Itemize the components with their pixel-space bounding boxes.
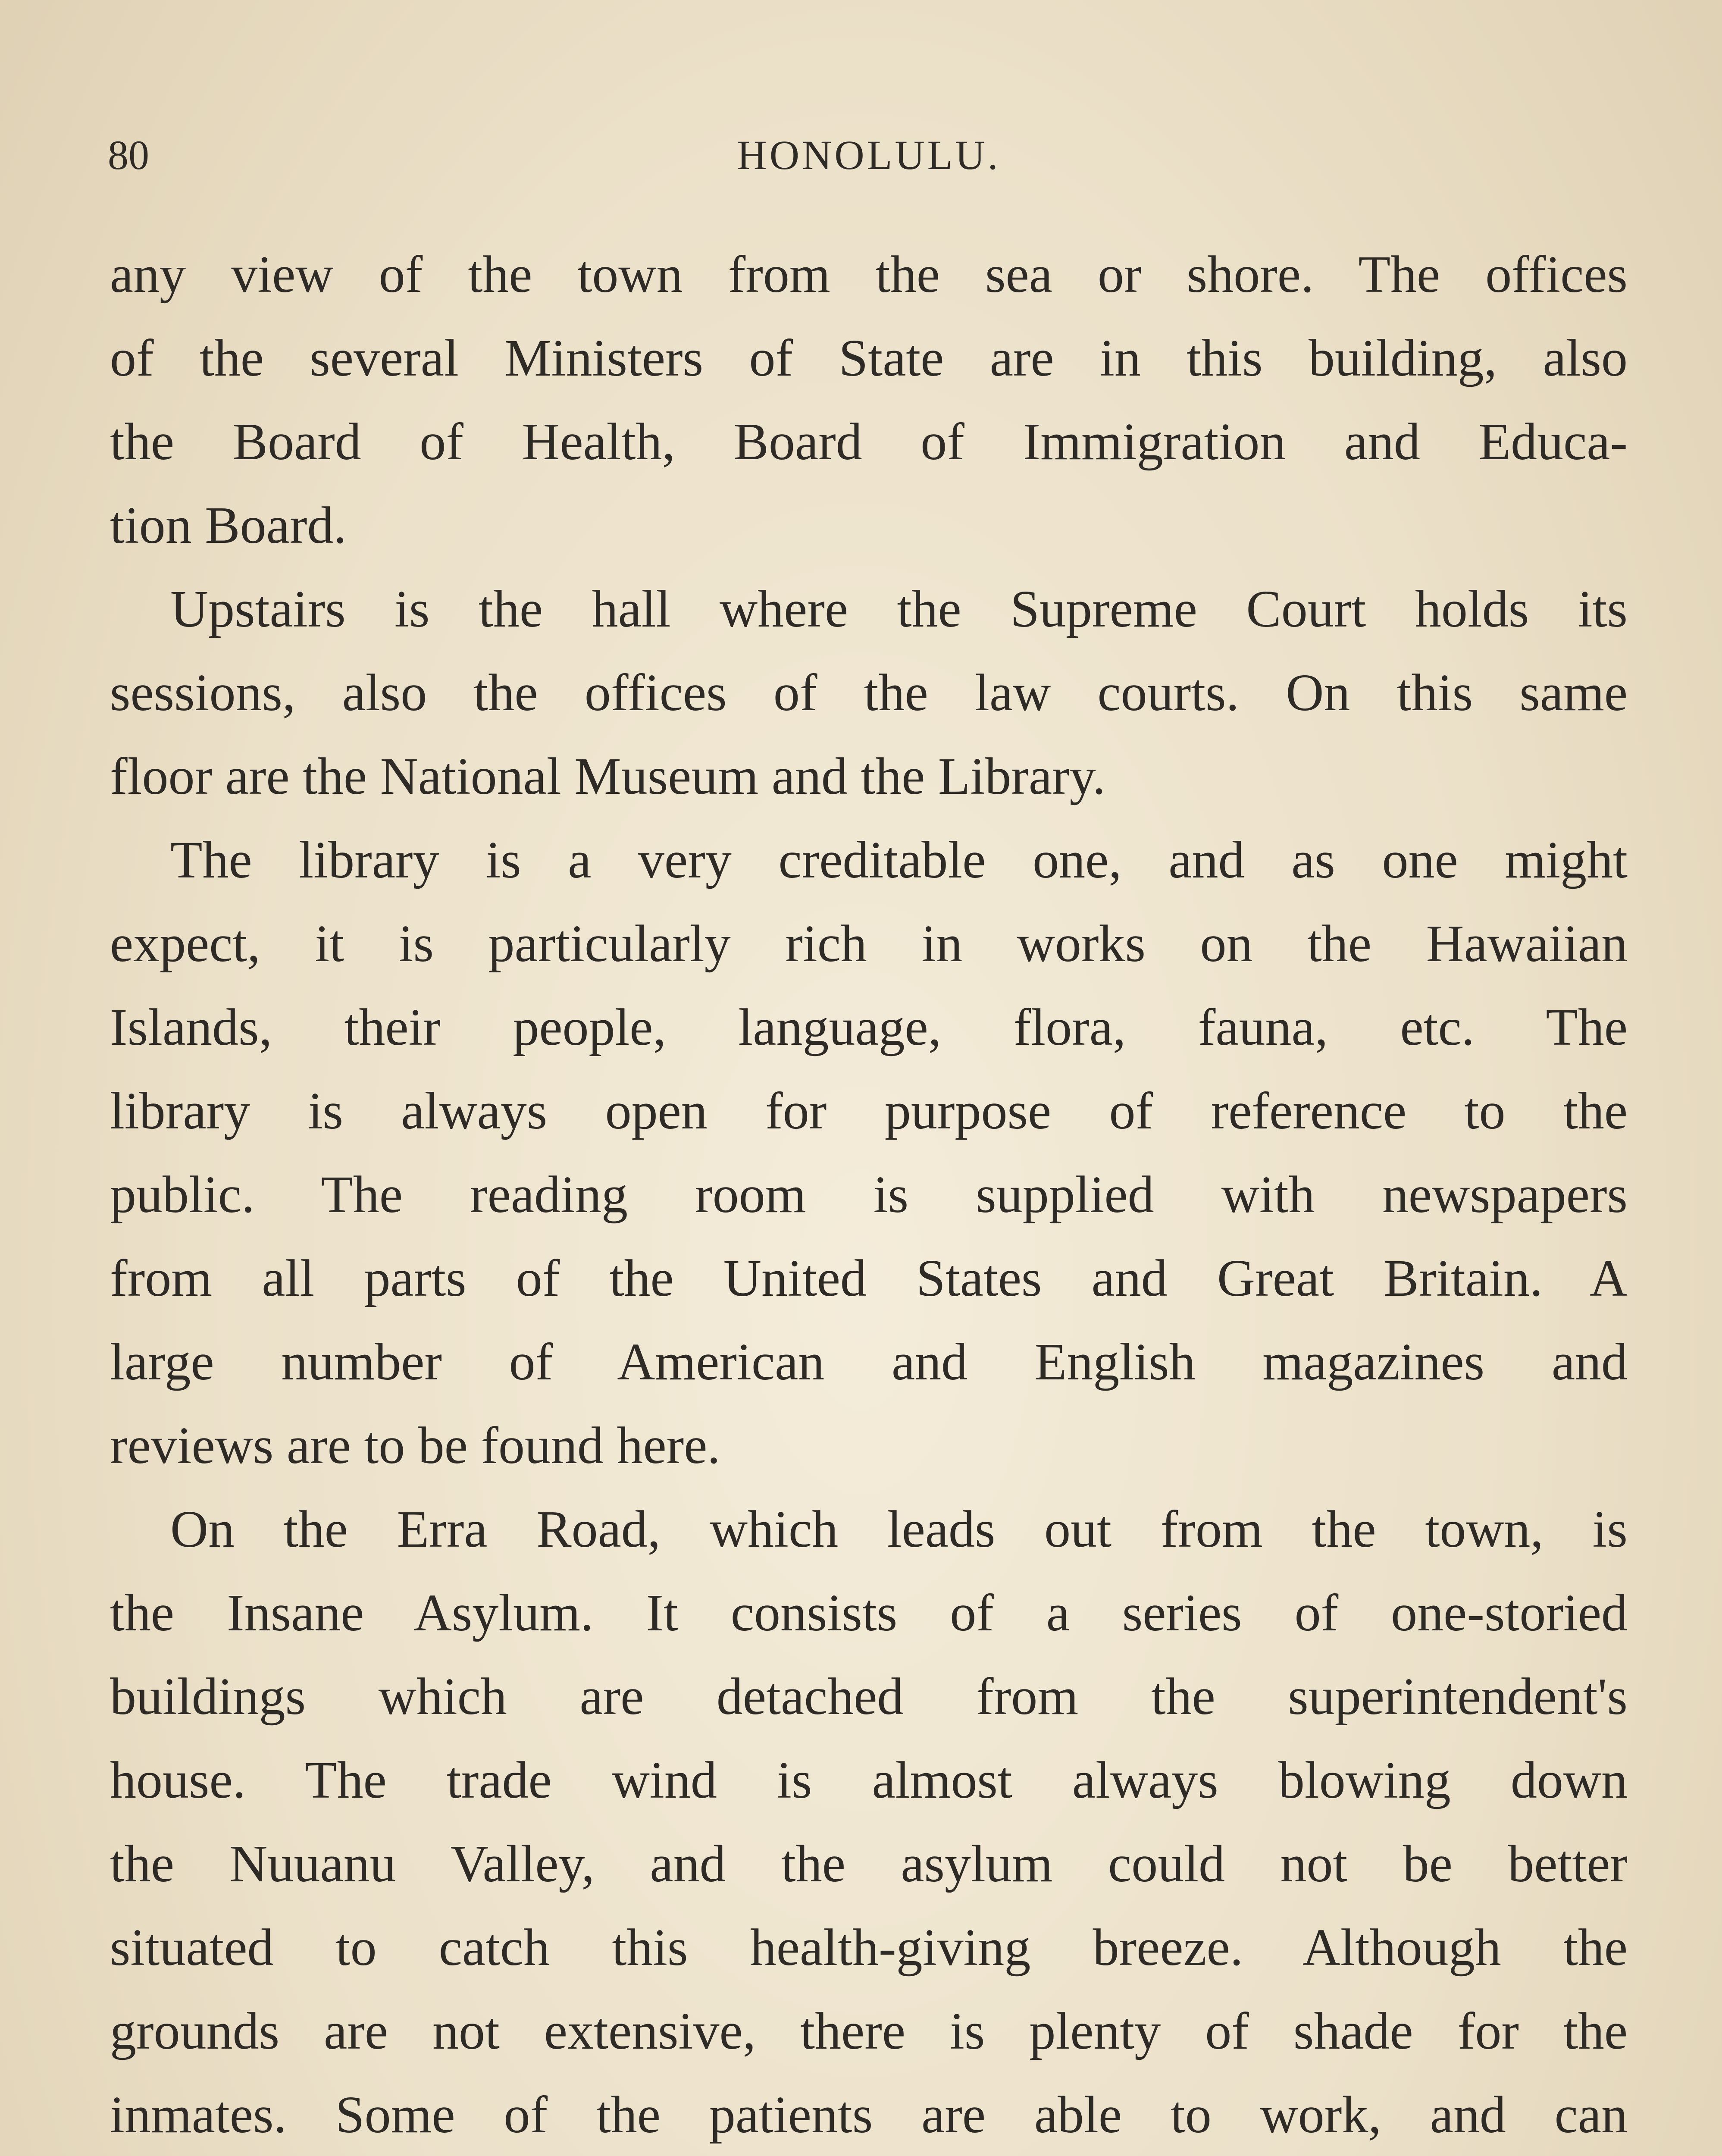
text-line: the Nuuanu Valley, and the asylum could not be better: [110, 1835, 1628, 1893]
text-line: large number of American and English magazines and: [110, 1333, 1628, 1391]
text-line: the Board of Health, Board of Immigration and Educa-: [110, 413, 1628, 471]
text-line: reviews are to be found here.: [110, 1416, 720, 1475]
text-line: the Insane Asylum. It consists of a series of one-storied: [110, 1584, 1628, 1642]
text-line: any view of the town from the sea or shore. The offices: [110, 245, 1628, 304]
text-line: The library is a very creditable one, and as one might: [170, 831, 1628, 889]
text-line: public. The reading room is supplied with newspapers: [110, 1166, 1628, 1224]
text-line: of the several Ministers of State are in this building, also: [110, 329, 1628, 387]
body-text: [110, 233, 1628, 2156]
running-header: [108, 125, 1630, 185]
text-line: Islands, their people, language, flora, fauna, etc. The: [110, 998, 1628, 1056]
text-line: inmates. Some of the patients are able to work, and can: [110, 2086, 1628, 2144]
text-line: from all parts of the United States and Great Britain. A: [110, 1249, 1628, 1307]
running-title: HONOLULU.: [737, 132, 1001, 178]
text-line: house. The trade wind is almost always blowing down: [110, 1751, 1628, 1809]
text-line: expect, it is particularly rich in works on the Hawaiian: [110, 915, 1628, 973]
text-line: On the Erra Road, which leads out from the town, is: [170, 1500, 1628, 1558]
text-line: Upstairs is the hall where the Supreme Court holds its: [170, 580, 1628, 638]
text-line: library is always open for purpose of reference to the: [110, 1082, 1628, 1140]
text-line: floor are the National Museum and the Library.: [110, 747, 1106, 805]
text-line: grounds are not extensive, there is plenty of shade for the: [110, 2002, 1628, 2060]
text-line: sessions, also the offices of the law courts. On this same: [110, 664, 1628, 722]
text-line: tion Board.: [110, 496, 347, 555]
text-line: situated to catch this health-giving breeze. Although the: [110, 1918, 1628, 1977]
text-line: buildings which are detached from the superintendent's: [110, 1667, 1628, 1726]
page-number: 80: [108, 132, 149, 178]
